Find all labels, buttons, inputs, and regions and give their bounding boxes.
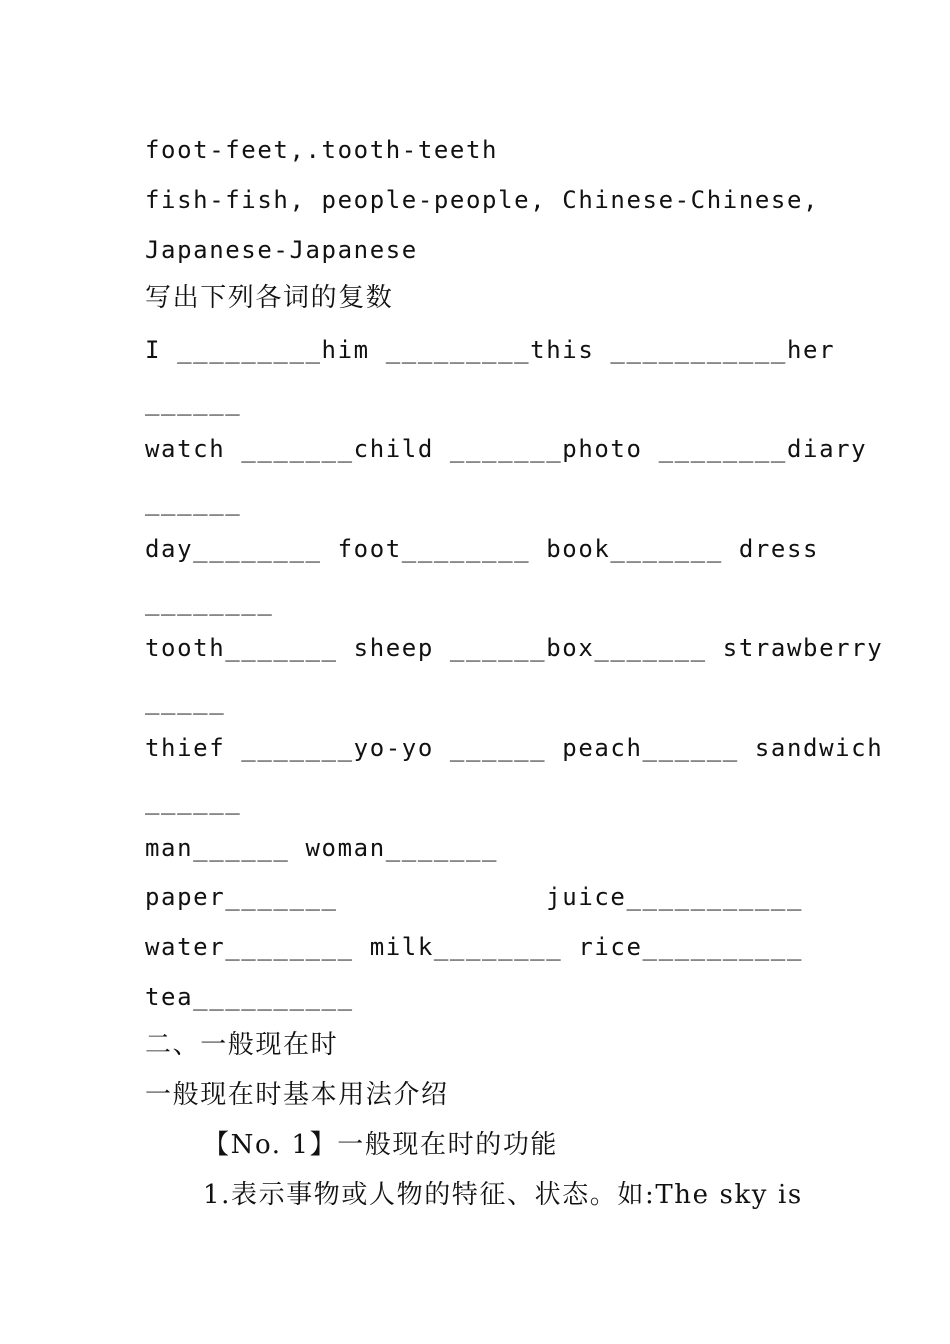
exercise-line: day________ foot________ book_______ dress xyxy=(145,535,820,563)
text-line: Japanese-Japanese xyxy=(145,236,418,264)
section-heading: 二、一般现在时 xyxy=(145,1030,339,1060)
exercise-line: tooth_______ sheep ______box_______ strawberry xyxy=(145,634,884,662)
exercise-line: ________ xyxy=(145,588,274,616)
exercise-line: man______ woman_______ xyxy=(145,834,499,862)
text-line: fish-fish, people-people, Chinese-Chinese, xyxy=(145,186,820,214)
exercise-line: thief _______yo-yo ______ peach______ sandwich xyxy=(145,734,884,762)
subsection-heading: 一般现在时基本用法介绍 xyxy=(145,1080,449,1110)
exercise-line: ______ xyxy=(145,488,242,516)
exercise-line: watch _______child _______photo ________diary xyxy=(145,435,868,463)
exercise-line: water________ milk________ rice__________ xyxy=(145,933,804,961)
exercise-line: I _________him _________this ___________her xyxy=(145,336,836,364)
text-line: foot-feet,.tooth-teeth xyxy=(145,136,499,164)
exercise-line: ______ xyxy=(145,388,242,416)
exercise-line: paper_______ juice___________ xyxy=(145,883,804,911)
body-text: 1.表示事物或人物的特征、状态。如:The sky is xyxy=(203,1180,803,1210)
subsection-label: 【No. 1】一般现在时的功能 xyxy=(203,1130,559,1160)
exercise-line: ______ xyxy=(145,787,242,815)
exercise-line: tea__________ xyxy=(145,983,354,1011)
exercise-line: _____ xyxy=(145,687,226,715)
section-instruction: 写出下列各词的复数 xyxy=(145,283,394,313)
